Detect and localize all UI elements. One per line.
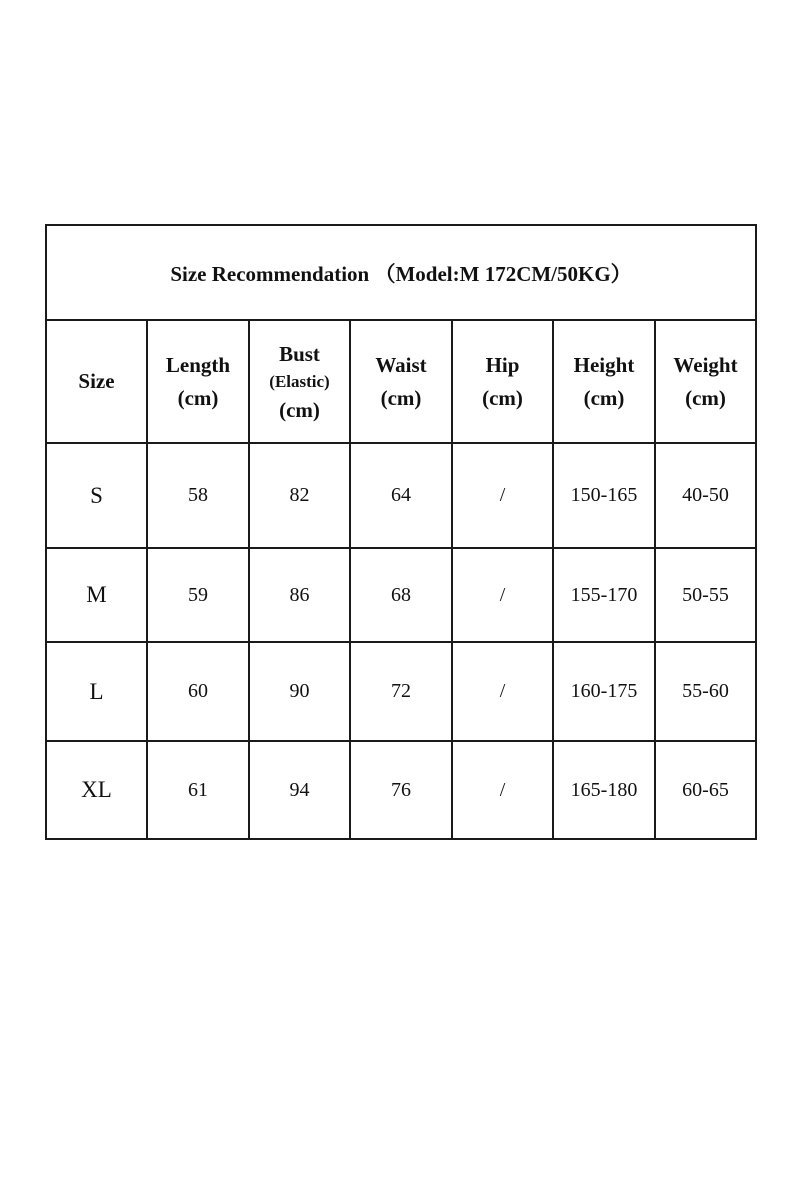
table-row: [46, 741, 756, 839]
bust-cell: 94: [249, 741, 350, 839]
weight-cell: 40-50: [655, 443, 756, 548]
hip-cell: /: [452, 443, 553, 548]
weight-cell: 50-55: [655, 548, 756, 642]
size-cell: XL: [46, 741, 147, 839]
height-cell: 160-175: [553, 642, 655, 741]
bust-cell: 82: [249, 443, 350, 548]
column-header-height: Height (cm): [553, 320, 655, 443]
table-row: [46, 548, 756, 642]
length-cell: 61: [147, 741, 249, 839]
column-header-hip: Hip (cm): [452, 320, 553, 443]
waist-cell: 76: [350, 741, 452, 839]
hip-cell: /: [452, 642, 553, 741]
length-cell: 59: [147, 548, 249, 642]
header-row: [46, 320, 756, 443]
bust-elastic-note: (Elastic): [269, 371, 330, 391]
table-row: [46, 642, 756, 741]
waist-cell: 64: [350, 443, 452, 548]
table-title: Size Recommendation （Model:M 172CM/50KG）: [46, 225, 756, 320]
size-cell: M: [46, 548, 147, 642]
height-cell: 165-180: [553, 741, 655, 839]
weight-cell: 55-60: [655, 642, 756, 741]
table-row: [46, 443, 756, 548]
bust-cell: 86: [249, 548, 350, 642]
waist-cell: 72: [350, 642, 452, 741]
column-header-waist: Waist (cm): [350, 320, 452, 443]
weight-cell: 60-65: [655, 741, 756, 839]
column-header-size: Size: [46, 320, 147, 443]
length-cell: 58: [147, 443, 249, 548]
column-header-length: Length (cm): [147, 320, 249, 443]
size-chart-table: [45, 224, 757, 840]
size-cell: S: [46, 443, 147, 548]
column-header-bust: Bust (Elastic) (cm): [249, 320, 350, 443]
bust-cell: 90: [249, 642, 350, 741]
waist-cell: 68: [350, 548, 452, 642]
column-header-weight: Weight (cm): [655, 320, 756, 443]
hip-cell: /: [452, 741, 553, 839]
height-cell: 155-170: [553, 548, 655, 642]
hip-cell: /: [452, 548, 553, 642]
size-cell: L: [46, 642, 147, 741]
length-cell: 60: [147, 642, 249, 741]
height-cell: 150-165: [553, 443, 655, 548]
